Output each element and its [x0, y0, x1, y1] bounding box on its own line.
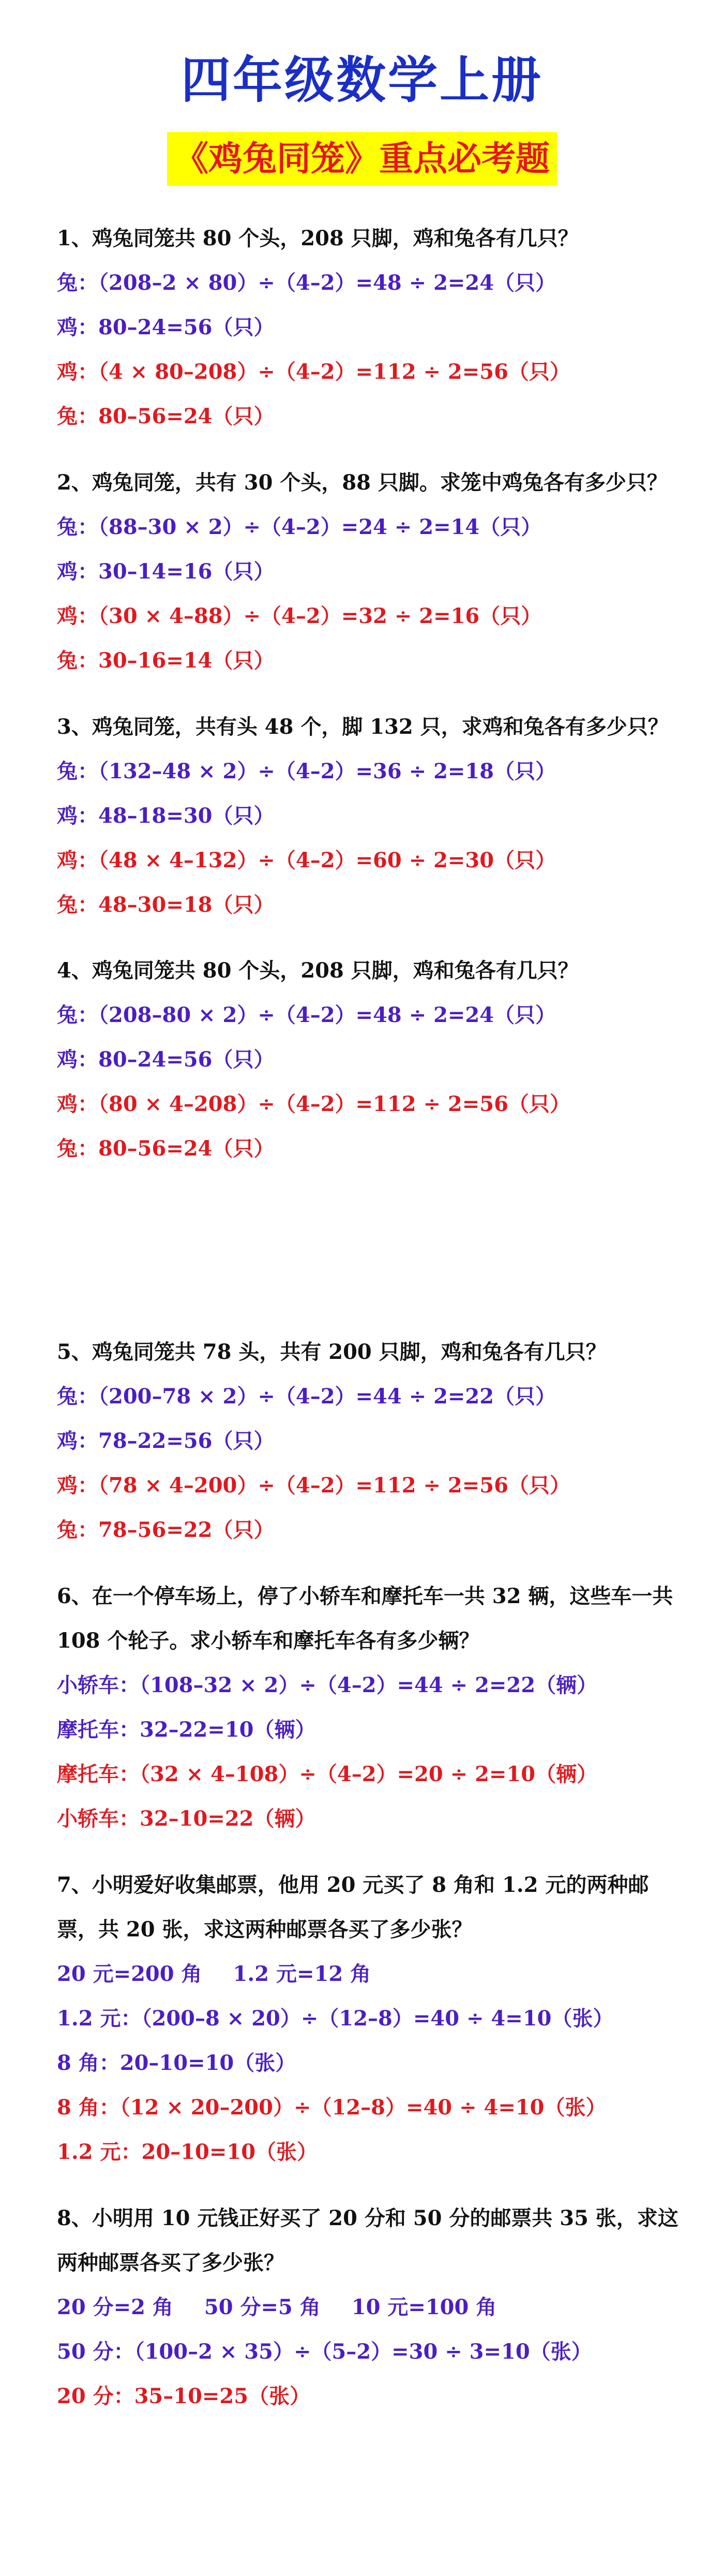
solution-line: 兔：（208–2 × 80）÷（4–2）=48 ÷ 2=24（只） [57, 271, 556, 295]
solution-line: 鸡：80–24=56（只） [57, 1047, 275, 1072]
conversion-item: 1.2 元=12 角 [233, 1962, 371, 1986]
solution-line: 8 角：（12 × 20–200）÷（12–8）=40 ÷ 4=10（张） [57, 2095, 607, 2120]
problem-5 [57, 1330, 683, 1552]
solution-line: 兔：78–56=22（只） [57, 1518, 275, 1542]
problem-question: 7、小明爱好收集邮票，他用 20 元买了 8 角和 1.2 元的两种邮票，共 20 张，求这两种邮票各买了多少张？ [57, 1873, 649, 1942]
problem-question: 6、在一个停车场上，停了小轿车和摩托车一共 32 辆，这些车一共 108 个轮子。求小轿车和摩托车各有多少辆？ [57, 1584, 673, 1653]
page-subtitle: 《鸡兔同笼》重点必考题 [167, 132, 557, 186]
problem-question: 5、鸡兔同笼共 78 头，共有 200 只脚，鸡和兔各有几只？ [57, 1340, 607, 1364]
problem-question: 8、小明用 10 元钱正好买了 20 分和 50 分的邮票共 35 张，求这两种邮票各买了多少张？ [57, 2206, 678, 2275]
solution-line: 鸡：（78 × 4–200）÷（4–2）=112 ÷ 2=56（只） [57, 1473, 570, 1498]
problem-6 [57, 1574, 683, 1841]
problem-8 [57, 2196, 683, 2419]
solution-line: 兔：80–56=24（只） [57, 1136, 275, 1161]
solution-line: 50 分：（100–2 × 35）÷（5–2）=30 ÷ 3=10（张） [57, 2340, 592, 2364]
solution-line: 鸡：80–24=56（只） [57, 315, 275, 339]
conversion-item: 50 分=5 角 [204, 2295, 321, 2319]
solution-line: 鸡：（48 × 4–132）÷（4–2）=60 ÷ 2=30（只） [57, 848, 556, 872]
conversion-item: 20 分=2 角 [57, 2295, 173, 2319]
page-title: 四年级数学上册 [181, 51, 543, 109]
solution-line: 摩托车：32–22=10（辆） [57, 1718, 316, 1742]
solution-line: 兔：80–56=24（只） [57, 404, 275, 428]
solution-line: 兔：（208–80 × 2）÷（4–2）=48 ÷ 2=24（只） [57, 1003, 556, 1027]
conversion-item: 20 元=200 角 [57, 1962, 202, 1986]
solution-line: 摩托车：（32 × 4–108）÷（4–2）=20 ÷ 2=10（辆） [57, 1762, 598, 1786]
solution-line: 兔：（200–78 × 2）÷（4–2）=44 ÷ 2=22（只） [57, 1384, 556, 1409]
conversion-line [57, 2285, 683, 2330]
problem-7 [57, 1863, 683, 2174]
solution-line: 鸡：（80 × 4–208）÷（4–2）=112 ÷ 2=56（只） [57, 1092, 570, 1116]
solution-line: 1.2 元：（200–8 × 20）÷（12–8）=40 ÷ 4=10（张） [57, 2006, 614, 2031]
solution-line: 鸡：48–18=30（只） [57, 804, 275, 828]
conversion-item: 10 元=100 角 [351, 2295, 497, 2319]
solution-line: 小轿车：（108–32 × 2）÷（4–2）=44 ÷ 2=22（辆） [57, 1673, 598, 1697]
problem-2 [57, 461, 683, 683]
solution-line: 8 角：20–10=10（张） [57, 2051, 296, 2075]
problem-4 [57, 949, 683, 1171]
problem-question: 1、鸡兔同笼共 80 个头，208 只脚，鸡和兔各有几只？ [57, 226, 579, 250]
problem-question: 4、鸡兔同笼共 80 个头，208 只脚，鸡和兔各有几只？ [57, 958, 579, 983]
solution-line: 鸡：30–14=16（只） [57, 559, 275, 584]
problem-3 [57, 705, 683, 927]
solution-line: 鸡：78–22=56（只） [57, 1429, 275, 1453]
conversion-line [57, 1952, 683, 1996]
problem-1 [57, 216, 683, 439]
solution-line: 兔：（132–48 × 2）÷（4–2）=36 ÷ 2=18（只） [57, 759, 556, 783]
solution-line: 1.2 元：20–10=10（张） [57, 2140, 318, 2164]
solution-line: 小轿车：32–10=22（辆） [57, 1807, 316, 1831]
solution-line: 鸡：（4 × 80–208）÷（4–2）=112 ÷ 2=56（只） [57, 360, 570, 384]
solution-line: 鸡：（30 × 4–88）÷（4–2）=32 ÷ 2=16（只） [57, 604, 542, 628]
problem-question: 2、鸡兔同笼，共有 30 个头，88 只脚。求笼中鸡兔各有多少只？ [57, 470, 668, 495]
problem-question: 3、鸡兔同笼，共有头 48 个，脚 132 只，求鸡和兔各有多少只？ [57, 715, 669, 739]
solution-line: 兔：48–30=18（只） [57, 893, 275, 917]
solution-line: 20 分：35–10=25（张） [57, 2384, 311, 2408]
solution-line: 兔：30–16=14（只） [57, 648, 275, 673]
solution-line: 兔：（88–30 × 2）÷（4–2）=24 ÷ 2=14（只） [57, 515, 542, 539]
subtitle-banner [0, 132, 724, 186]
